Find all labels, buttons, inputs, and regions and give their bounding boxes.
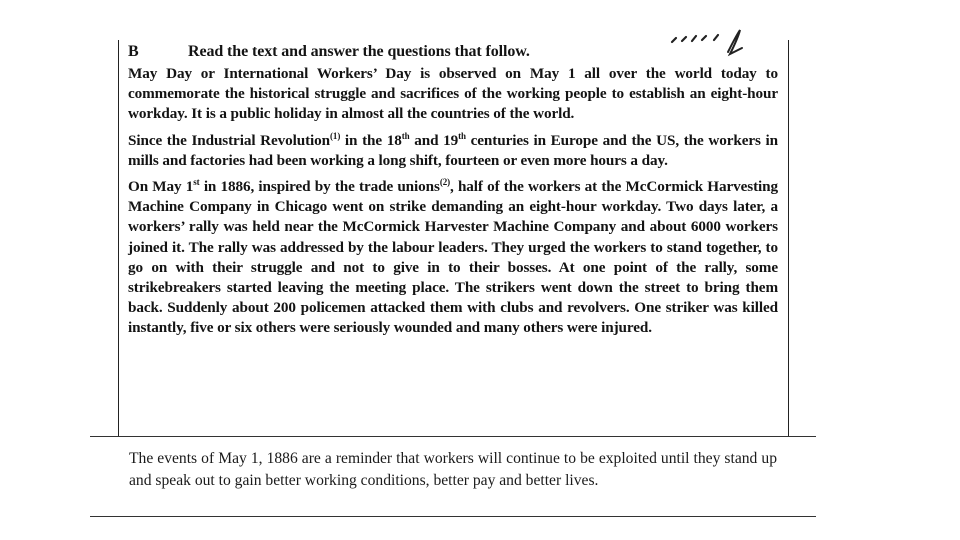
paragraph-1-text: May Day or International Workers’ Day is observed on May 1 all over the world today to commemorate the historical struggle and sacrifices of the working people to establish an eight-hour workday. It is a public holiday in almost all the countries of the world. bbox=[128, 65, 778, 123]
p2-text-a: Since the Industrial Revolution bbox=[128, 131, 331, 149]
passage-text bbox=[128, 42, 778, 345]
scan-right-border bbox=[788, 40, 789, 436]
p3-text-b: in 1886, inspired by the trade unions bbox=[199, 178, 440, 196]
scan-left-border bbox=[118, 40, 119, 436]
ordinal-suffix: st bbox=[193, 177, 200, 188]
p2-text-d: centuries in Europe and the US, the workers in mills and factories had been working a long shift, fourteen or even more hours a day. bbox=[128, 131, 778, 169]
divider-bottom bbox=[90, 516, 816, 517]
section-label: B bbox=[128, 43, 139, 60]
section-heading bbox=[128, 42, 778, 64]
footnote-ref-2: (2) bbox=[439, 177, 451, 188]
p2-text-b: in the 18 bbox=[340, 131, 402, 149]
p3-text-c: , half of the workers at the McCormick Harvesting Machine Company in Chicago went on strike demanding an eight-hour workday. Two days later, a workers’ rally was held near the McCormick Harvester Machine Company and about 6000 workers joined it. The rally was addressed by the labour leaders. They urged the workers to stand together, to go on with their struggle and not to give in to their bosses. At one point of the rally, some strikebreakers started leaving the meeting place. The strikers went down the street to bring them back. Suddenly about 200 policemen attacked them with clubs and revolvers. One striker was killed instantly, five or six others were seriously wounded and many others were injured. bbox=[128, 178, 779, 337]
ordinal-suffix: th bbox=[458, 130, 466, 141]
paragraph-2 bbox=[128, 131, 778, 171]
p3-text-a: On May 1 bbox=[128, 178, 194, 196]
paragraph-1 bbox=[128, 64, 778, 125]
section-instruction: Read the text and answer the questions that follow. bbox=[188, 43, 530, 60]
conclusion-text: The events of May 1, 1886 are a reminder that workers will continue to be exploited until they stand up and speak out to gain better working conditions, better pay and better lives. bbox=[129, 450, 777, 489]
ordinal-suffix: th bbox=[401, 130, 410, 141]
p2-text-c: and 19 bbox=[409, 131, 459, 149]
paragraph-3 bbox=[128, 177, 778, 339]
divider-top bbox=[90, 436, 816, 437]
footnote-ref-1: (1) bbox=[330, 130, 341, 141]
